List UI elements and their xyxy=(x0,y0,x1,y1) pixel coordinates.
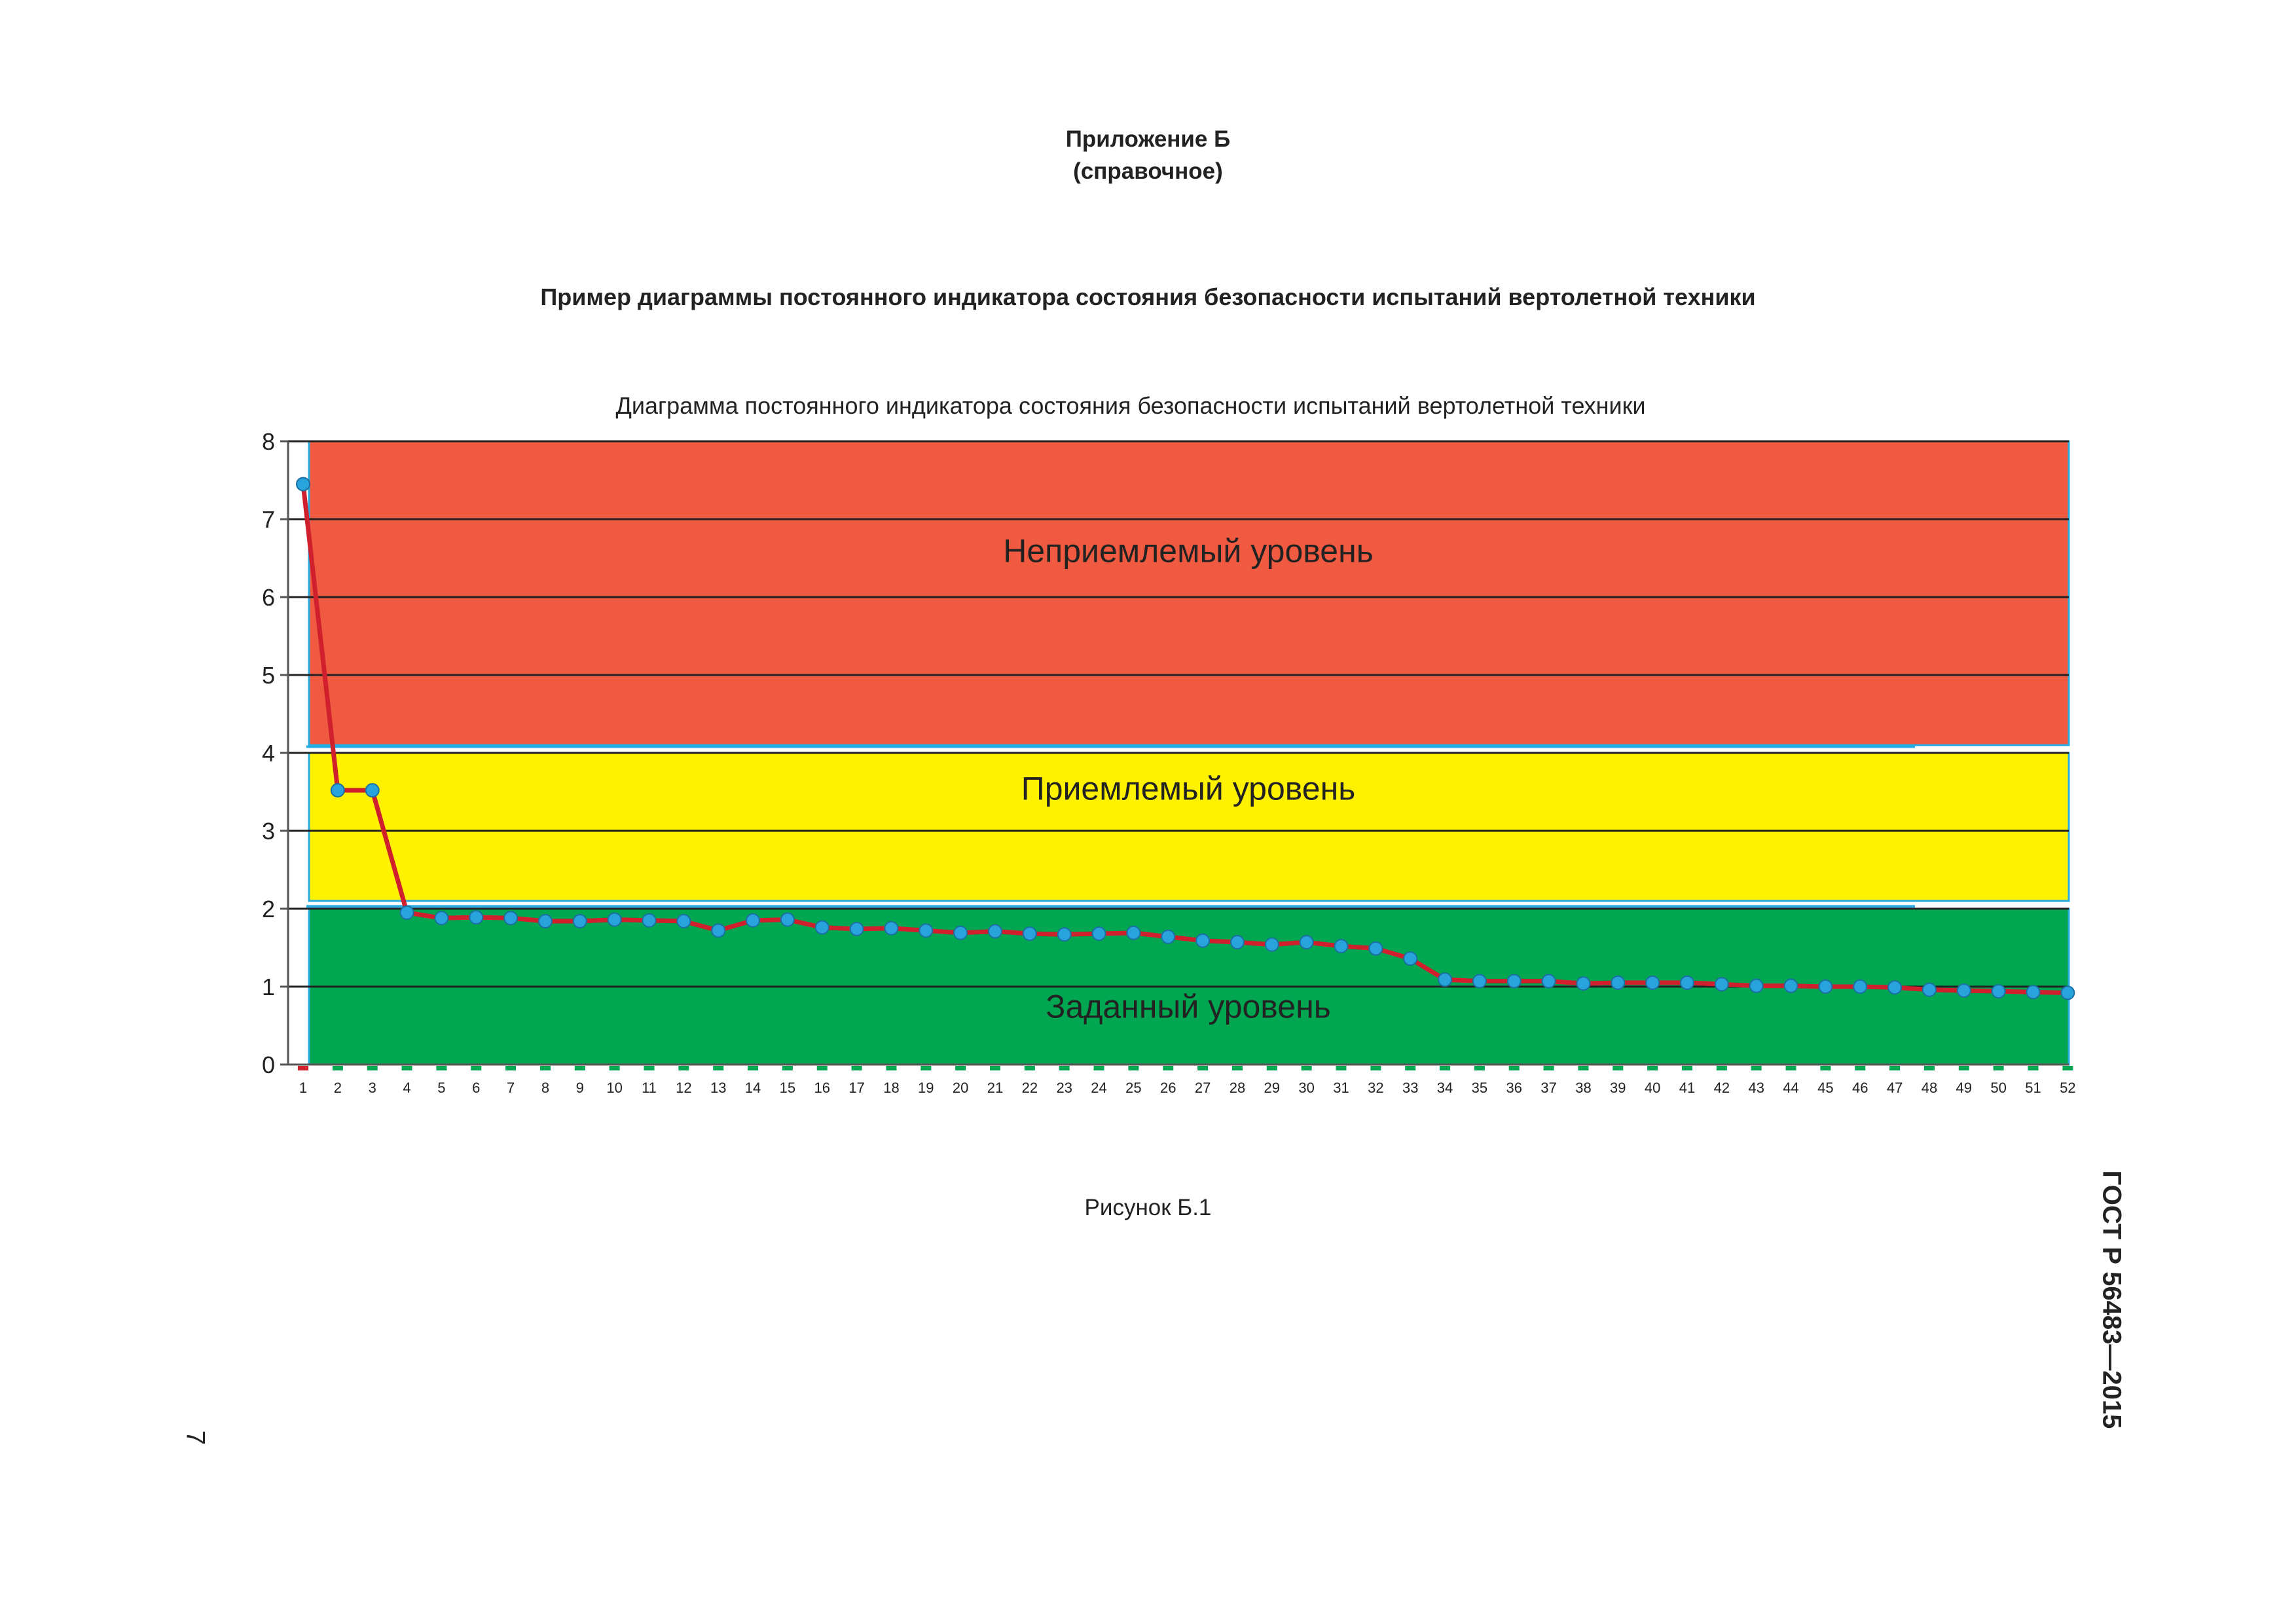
x-tick-marker xyxy=(1302,1066,1312,1070)
x-tick-marker xyxy=(1336,1066,1347,1070)
x-tick-marker xyxy=(471,1066,481,1070)
x-tick-label: 14 xyxy=(744,1080,761,1096)
data-point xyxy=(435,911,448,924)
data-point xyxy=(746,914,759,927)
data-point xyxy=(1992,985,2005,998)
x-tick-marker xyxy=(1889,1066,1900,1070)
data-point xyxy=(1888,981,1901,994)
data-point xyxy=(401,906,414,919)
data-point xyxy=(1196,934,1209,947)
data-point xyxy=(1750,979,1763,993)
x-tick-marker xyxy=(1232,1066,1243,1070)
page-number: 7 xyxy=(181,1430,210,1446)
x-tick-marker xyxy=(2028,1066,2039,1070)
chart-title: Диаграмма постоянного индикатора состояния безопасности испытаний вертолетной техники xyxy=(615,392,1646,419)
x-tick-label: 29 xyxy=(1264,1080,1281,1096)
data-point xyxy=(1853,980,1867,993)
data-point xyxy=(1785,979,1798,993)
x-tick-label: 18 xyxy=(883,1080,900,1096)
x-tick-label: 17 xyxy=(848,1080,865,1096)
x-tick-marker xyxy=(1059,1066,1070,1070)
x-tick-label: 10 xyxy=(606,1080,623,1096)
x-tick-label: 26 xyxy=(1160,1080,1176,1096)
x-tick-marker xyxy=(298,1066,308,1070)
x-tick-marker xyxy=(748,1066,758,1070)
x-tick-marker xyxy=(2062,1066,2073,1070)
data-point xyxy=(712,924,725,937)
x-tick-label: 7 xyxy=(506,1080,515,1096)
x-tick-label: 36 xyxy=(1506,1080,1522,1096)
data-point xyxy=(1473,975,1486,988)
x-tick-marker xyxy=(1717,1066,1727,1070)
x-tick-label: 20 xyxy=(952,1080,969,1096)
data-point xyxy=(781,913,794,926)
data-point xyxy=(1266,938,1279,951)
data-point xyxy=(1923,983,1936,996)
x-tick-label: 24 xyxy=(1091,1080,1107,1096)
x-tick-label: 19 xyxy=(918,1080,934,1096)
x-tick-marker xyxy=(1405,1066,1415,1070)
x-tick-marker xyxy=(1994,1066,2004,1070)
data-point xyxy=(1231,936,1244,949)
x-tick-label: 32 xyxy=(1368,1080,1384,1096)
x-tick-marker xyxy=(505,1066,516,1070)
x-tick-label: 40 xyxy=(1644,1080,1661,1096)
x-tick-marker xyxy=(1751,1066,1762,1070)
x-tick-label: 28 xyxy=(1229,1080,1246,1096)
data-point xyxy=(1335,939,1348,953)
x-tick-label: 35 xyxy=(1471,1080,1488,1096)
x-axis-ticks xyxy=(298,1066,2076,1096)
data-point xyxy=(1093,927,1106,940)
x-tick-label: 9 xyxy=(575,1080,584,1096)
x-tick-marker xyxy=(1440,1066,1450,1070)
x-tick-label: 22 xyxy=(1021,1080,1038,1096)
page-title: Пример диаграммы постоянного индикатора состояния безопасности испытаний вертолетной техники xyxy=(540,283,1756,310)
data-point xyxy=(1958,984,1971,997)
standard-code: ГОСТ Р 56483—2015 xyxy=(2097,1170,2126,1429)
x-tick-label: 49 xyxy=(1956,1080,1973,1096)
x-tick-label: 5 xyxy=(437,1080,446,1096)
x-tick-marker xyxy=(678,1066,689,1070)
x-tick-marker xyxy=(1682,1066,1692,1070)
x-tick-marker xyxy=(1474,1066,1485,1070)
data-point xyxy=(469,911,483,924)
data-point xyxy=(608,913,621,926)
data-point xyxy=(1369,942,1382,955)
data-point xyxy=(504,911,517,924)
x-tick-label: 3 xyxy=(368,1080,376,1096)
x-tick-label: 6 xyxy=(472,1080,481,1096)
x-tick-marker xyxy=(540,1066,551,1070)
x-tick-marker xyxy=(782,1066,793,1070)
x-tick-label: 8 xyxy=(541,1080,550,1096)
x-tick-marker xyxy=(1578,1066,1588,1070)
x-tick-marker xyxy=(1613,1066,1623,1070)
data-point xyxy=(331,784,344,797)
y-tick-label: 7 xyxy=(261,506,275,533)
band-label-3: Заданный уровень xyxy=(1046,988,1331,1025)
x-tick-label: 46 xyxy=(1852,1080,1868,1096)
x-tick-label: 39 xyxy=(1610,1080,1626,1096)
x-tick-marker xyxy=(1128,1066,1139,1070)
data-point xyxy=(1715,977,1728,991)
y-tick-label: 2 xyxy=(261,896,275,922)
x-tick-marker xyxy=(852,1066,862,1070)
x-tick-marker xyxy=(1025,1066,1035,1070)
x-tick-marker xyxy=(1370,1066,1381,1070)
x-tick-label: 47 xyxy=(1886,1080,1903,1096)
x-tick-label: 23 xyxy=(1056,1080,1072,1096)
band-label-2: Приемлемый уровень xyxy=(1021,770,1356,807)
x-tick-label: 44 xyxy=(1783,1080,1799,1096)
data-point xyxy=(1576,977,1590,990)
data-point xyxy=(677,915,690,928)
x-tick-label: 45 xyxy=(1817,1080,1834,1096)
data-point xyxy=(2027,985,2040,998)
band-label-1: Неприемлемый уровень xyxy=(1003,532,1374,570)
x-tick-label: 13 xyxy=(710,1080,727,1096)
data-point xyxy=(1508,975,1521,988)
x-tick-label: 33 xyxy=(1402,1080,1419,1096)
y-tick-label: 6 xyxy=(261,584,275,611)
x-tick-marker xyxy=(333,1066,343,1070)
data-point xyxy=(1161,930,1175,943)
data-point xyxy=(643,914,656,927)
data-point xyxy=(2061,987,2074,1000)
data-point xyxy=(1127,926,1140,939)
x-tick-marker xyxy=(1509,1066,1520,1070)
y-axis-ticks xyxy=(262,428,288,1078)
x-tick-label: 52 xyxy=(2060,1080,2076,1096)
x-tick-marker xyxy=(817,1066,828,1070)
x-tick-marker xyxy=(402,1066,412,1070)
band-1 xyxy=(309,441,2069,745)
data-point xyxy=(1058,928,1071,941)
y-tick-label: 3 xyxy=(261,818,275,845)
x-tick-marker xyxy=(436,1066,446,1070)
x-tick-marker xyxy=(1786,1066,1796,1070)
data-point xyxy=(1611,976,1624,989)
x-tick-label: 50 xyxy=(1990,1080,2007,1096)
x-tick-marker xyxy=(1163,1066,1173,1070)
x-tick-label: 27 xyxy=(1194,1080,1211,1096)
x-tick-marker xyxy=(1820,1066,1831,1070)
x-tick-label: 21 xyxy=(987,1080,1004,1096)
x-tick-label: 41 xyxy=(1679,1080,1696,1096)
appendix-note: (справочное) xyxy=(1073,158,1223,184)
x-tick-marker xyxy=(1924,1066,1935,1070)
x-tick-label: 34 xyxy=(1436,1080,1453,1096)
x-tick-label: 2 xyxy=(333,1080,342,1096)
y-tick-label: 5 xyxy=(261,662,275,689)
x-tick-label: 12 xyxy=(676,1080,692,1096)
x-tick-label: 31 xyxy=(1333,1080,1349,1096)
appendix-title: Приложение Б xyxy=(1065,126,1231,152)
data-point xyxy=(1681,976,1694,989)
x-tick-label: 4 xyxy=(403,1080,411,1096)
x-tick-marker xyxy=(713,1066,723,1070)
data-point xyxy=(1023,927,1036,940)
data-point xyxy=(919,924,932,937)
data-point xyxy=(1646,976,1659,989)
y-tick-label: 8 xyxy=(261,428,275,455)
data-point xyxy=(574,915,587,928)
x-tick-marker xyxy=(955,1066,966,1070)
y-tick-label: 4 xyxy=(261,740,275,767)
y-tick-label: 1 xyxy=(261,974,275,1000)
x-tick-label: 42 xyxy=(1713,1080,1730,1096)
data-point xyxy=(1404,952,1417,965)
x-tick-marker xyxy=(1647,1066,1658,1070)
x-tick-label: 37 xyxy=(1540,1080,1557,1096)
x-tick-label: 16 xyxy=(814,1080,830,1096)
x-tick-label: 30 xyxy=(1298,1080,1315,1096)
data-point xyxy=(1819,980,1832,993)
x-tick-marker xyxy=(990,1066,1000,1070)
x-tick-label: 25 xyxy=(1125,1080,1142,1096)
data-point xyxy=(884,922,898,935)
x-tick-marker xyxy=(1959,1066,1969,1070)
x-tick-marker xyxy=(1544,1066,1554,1070)
x-tick-marker xyxy=(575,1066,585,1070)
x-tick-label: 43 xyxy=(1748,1080,1764,1096)
figure-caption: Рисунок Б.1 xyxy=(1084,1195,1212,1220)
x-tick-label: 11 xyxy=(642,1080,657,1096)
data-point xyxy=(1300,936,1313,949)
x-tick-marker xyxy=(610,1066,620,1070)
x-tick-label: 38 xyxy=(1575,1080,1592,1096)
x-tick-label: 51 xyxy=(2025,1080,2041,1096)
x-tick-marker xyxy=(1855,1066,1865,1070)
data-point xyxy=(850,922,864,936)
x-tick-label: 48 xyxy=(1921,1080,1938,1096)
x-tick-marker xyxy=(1094,1066,1104,1070)
data-point xyxy=(816,921,829,934)
x-tick-marker xyxy=(1197,1066,1208,1070)
data-point xyxy=(539,915,552,928)
data-point xyxy=(1542,975,1556,988)
x-tick-marker xyxy=(1267,1066,1277,1070)
x-tick-marker xyxy=(920,1066,931,1070)
x-tick-label: 15 xyxy=(779,1080,796,1096)
data-point xyxy=(1438,973,1451,986)
x-tick-marker xyxy=(367,1066,378,1070)
x-tick-label: 1 xyxy=(299,1080,308,1096)
data-point xyxy=(954,926,967,939)
data-point xyxy=(989,925,1002,938)
data-point xyxy=(366,784,379,797)
data-point xyxy=(297,477,310,490)
y-tick-label: 0 xyxy=(261,1051,275,1078)
x-tick-marker xyxy=(886,1066,896,1070)
x-tick-marker xyxy=(644,1066,655,1070)
